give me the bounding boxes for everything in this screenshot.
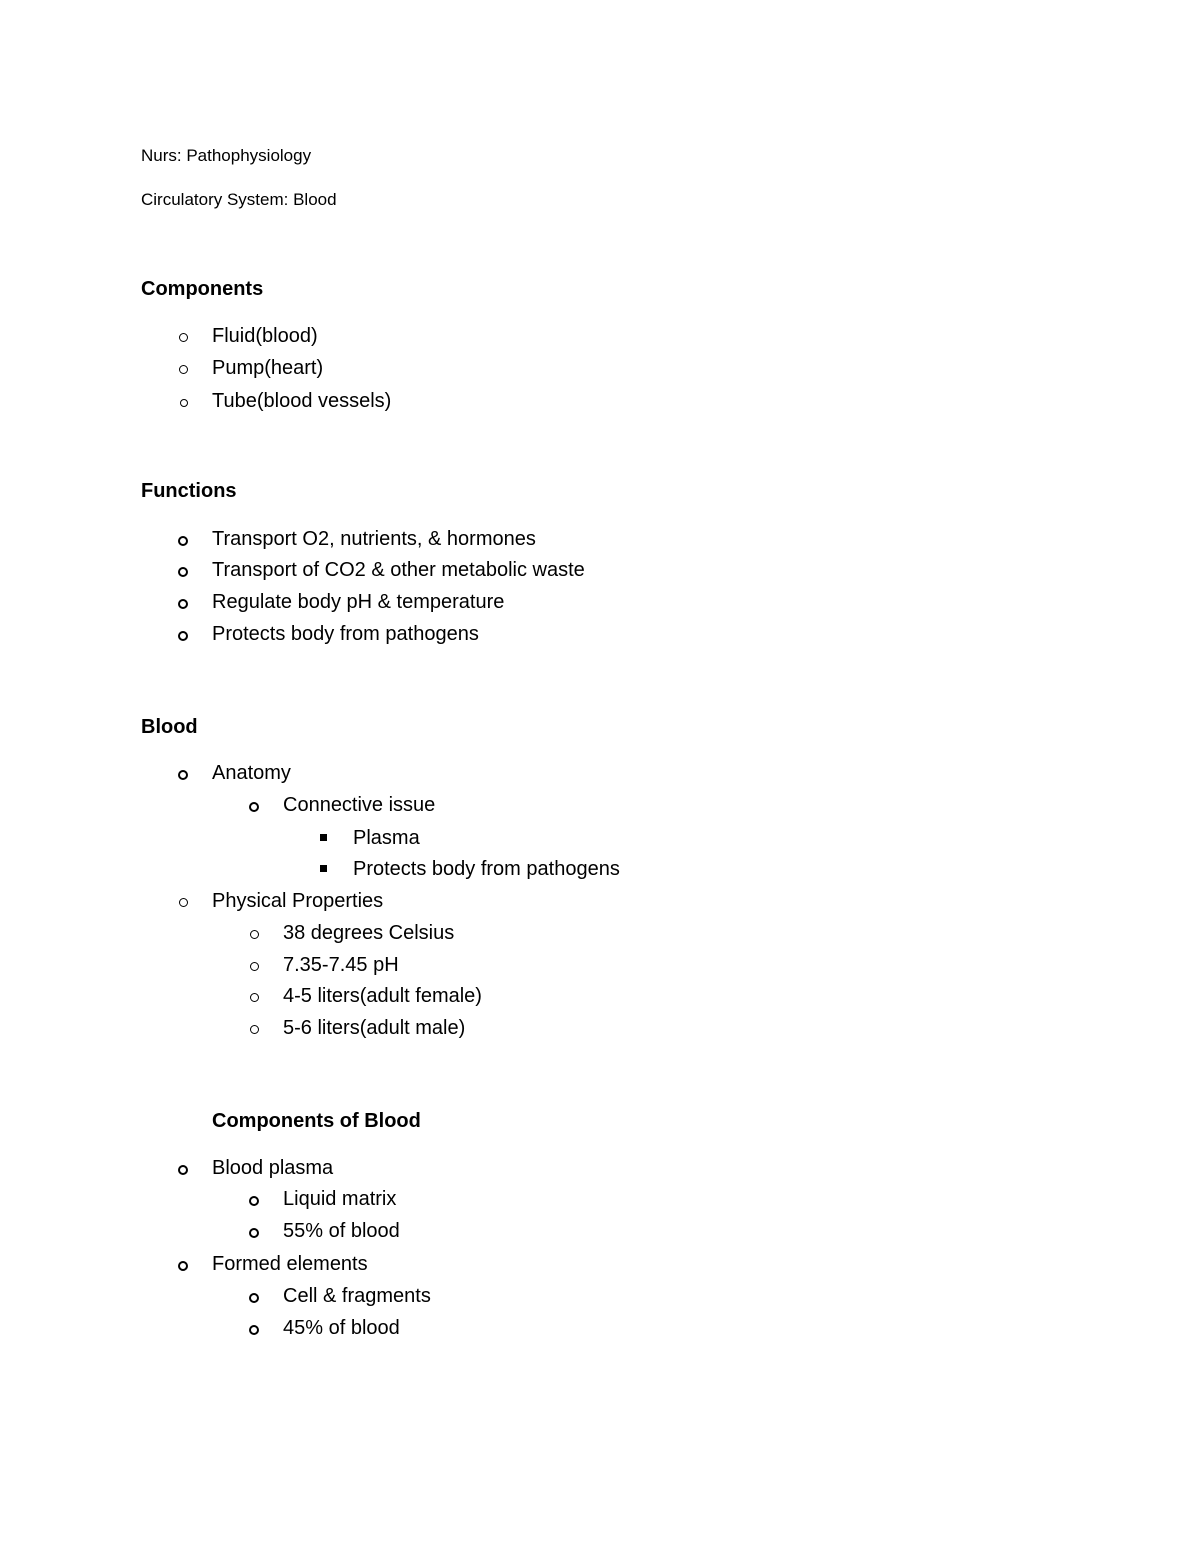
bold-circle-bullet-icon [249,1228,259,1238]
hollow-circle-bullet-icon [179,333,188,342]
topic-title: Circulatory System: Blood [141,190,337,209]
hollow-circle-bullet-icon [179,365,188,374]
blood-physical-properties: Physical Properties [212,890,384,912]
hollow-circle-bullet-icon [250,993,259,1002]
connective-item-protects: Protects body from pathogens [353,858,620,880]
blood-anatomy: Anatomy [212,762,291,784]
bold-circle-bullet-icon [178,599,188,609]
hollow-circle-bullet-icon [179,898,188,907]
bold-circle-bullet-icon [178,567,188,577]
blood-connective-tissue: Connective issue [283,794,436,816]
plasma-item-liquid-matrix: Liquid matrix [283,1188,397,1210]
square-bullet-icon [320,834,327,841]
components-item-fluid: Fluid(blood) [212,325,318,347]
components-item-tube: Tube(blood vessels) [212,390,392,412]
components-of-blood-heading: Components of Blood [212,1110,421,1132]
functions-heading: Functions [141,480,237,502]
formed-elements: Formed elements [212,1253,368,1275]
bold-circle-bullet-icon [178,536,188,546]
blood-heading: Blood [141,716,198,738]
components-item-pump: Pump(heart) [212,357,324,379]
bold-circle-bullet-icon [249,1293,259,1303]
components-heading: Components [141,278,264,300]
functions-item-transport-o2: Transport O2, nutrients, & hormones [212,528,536,550]
physical-item-male-volume: 5-6 liters(adult male) [283,1017,466,1039]
hollow-circle-bullet-icon [250,930,259,939]
functions-item-protects: Protects body from pathogens [212,623,479,645]
bold-circle-bullet-icon [249,1325,259,1335]
formed-item-percentage: 45% of blood [283,1317,400,1339]
physical-item-ph: 7.35-7.45 pH [283,954,399,976]
formed-item-cells: Cell & fragments [283,1285,431,1307]
blood-plasma: Blood plasma [212,1157,334,1179]
functions-item-regulate: Regulate body pH & temperature [212,591,505,613]
hollow-circle-bullet-icon [180,399,188,407]
bold-circle-bullet-icon [178,631,188,641]
physical-item-female-volume: 4-5 liters(adult female) [283,985,482,1007]
hollow-circle-bullet-icon [250,1025,259,1034]
bold-circle-bullet-icon [178,1165,188,1175]
bold-circle-bullet-icon [249,1196,259,1206]
bold-circle-bullet-icon [178,1261,188,1271]
bold-circle-bullet-icon [178,770,188,780]
connective-item-plasma: Plasma [353,827,420,849]
bold-circle-bullet-icon [249,802,259,812]
square-bullet-icon [320,865,327,872]
plasma-item-percentage: 55% of blood [283,1220,400,1242]
hollow-circle-bullet-icon [250,962,259,971]
functions-item-transport-co2: Transport of CO2 & other metabolic waste [212,559,585,581]
course-title: Nurs: Pathophysiology [141,146,312,165]
physical-item-temperature: 38 degrees Celsius [283,922,455,944]
